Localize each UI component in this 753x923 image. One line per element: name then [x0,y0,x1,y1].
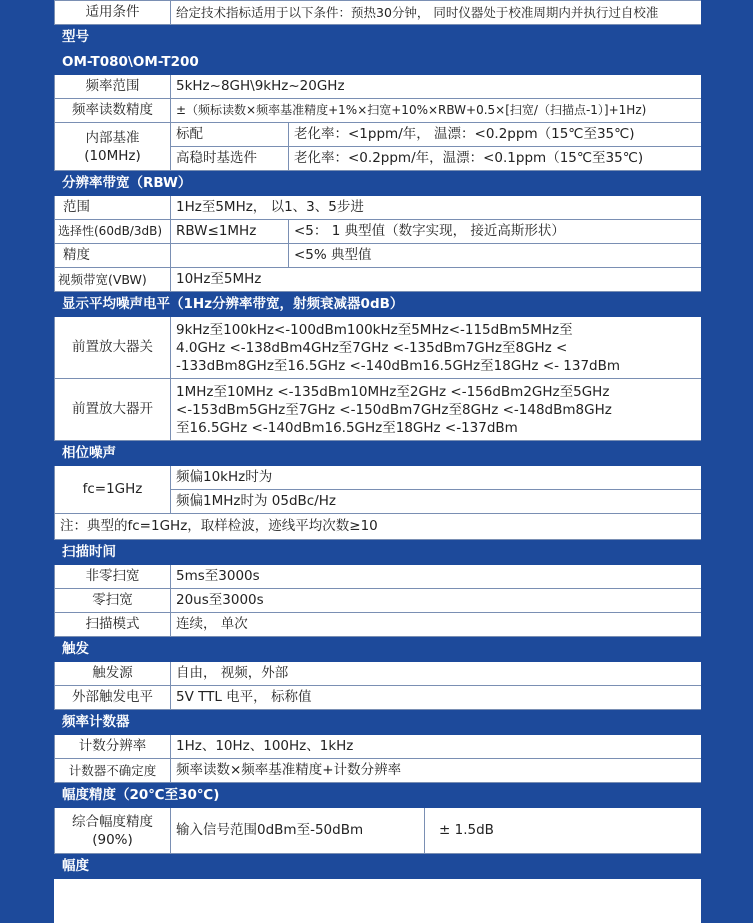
count-resolution-value: 1Hz、10Hz、100Hz、1kHz [171,735,702,759]
count-resolution-label: 计数分辨率 [55,735,171,759]
freq-accuracy-label: 频率读数精度 [55,99,171,123]
section-model-title: 型号 [55,25,702,50]
row-trigger-source [55,662,702,686]
row-sweep-mode [55,613,702,637]
trigger-source-label: 触发源 [55,662,171,686]
conditions-value: 给定技术指标适用于以下条件：预热30分钟， 同时仪器处于校准周期内并执行过自校准 [171,1,702,25]
zero-span-value: 20us至3000s [171,589,702,613]
preamp-on-line1: 1MHz至10MHz <-135dBm10MHz至2GHz <-156dBm2GHz至5GHz [176,383,610,400]
preamp-off-line3: -133dBm8GHz至16.5GHz <-140dBm16.5GHz至18GHz <- 137dBm [176,357,621,374]
row-preamp-off [55,317,702,379]
freq-range-value: 5kHz~8GH\9kHz~20GHz [171,75,702,99]
section-phase-noise [55,441,702,466]
freq-accuracy-value: ±（频标读数×频率基准精度+1%×扫宽+10%×RBW+0.5×[扫宽/（扫描点-1）]+1Hz) [171,99,702,123]
preamp-off-label: 前置放大器关 [55,317,171,379]
ref-high-label: 高稳时基选件 [171,147,289,171]
trigger-source-value: 自由， 视频，外部 [171,662,702,686]
section-trigger [55,637,702,662]
row-rbw-precision [55,244,702,268]
section-phase-noise-title: 相位噪声 [55,441,702,466]
amp-accuracy-label [55,808,171,854]
rbw-precision-empty [171,244,289,268]
row-zero-span [55,589,702,613]
ref-label-line2: (10MHz) [84,147,141,164]
amp-accuracy-cond: 输入信号范围0dBm至-50dBm [171,808,425,854]
section-amplitude-title: 幅度 [55,854,702,879]
row-ext-trigger [55,686,702,710]
section-sweep-title: 扫描时间 [55,540,702,565]
row-phase-note [55,514,702,540]
count-uncertainty-label: 计数器不确定度 [55,759,171,783]
row-count-resolution [55,735,702,759]
row-amp-accuracy [55,808,702,854]
rbw-selectivity-value: <5： 1 典型值（数字实现， 接近高斯形状） [289,220,702,244]
preamp-on-value [171,379,702,441]
ref-high-value: 老化率：<0.2ppm/年，温漂：<0.1ppm（15℃至35℃) [289,147,702,171]
section-counter-title: 频率计数器 [55,710,702,735]
rbw-selectivity-label: 选择性(60dB/3dB) [55,220,171,244]
freq-range-label: 频率范围 [55,75,171,99]
preamp-off-line2: 4.0GHz <-138dBm4GHz至7GHz <-135dBm7GHz至8GHz < [176,339,568,356]
phase-note: 注：典型的fc=1GHz，取样检波，迹线平均次数≥10 [55,514,702,540]
row-freq-accuracy [55,99,702,123]
sweep-mode-value: 连续， 单次 [171,613,702,637]
section-rbw-title: 分辨率带宽（RBW） [55,171,702,196]
vbw-label: 视频带宽(VBW) [55,268,171,292]
phase-value-1: 频偏10kHz时为 [171,466,702,490]
spec-table [54,0,702,879]
phase-value-2: 频偏1MHz时为 05dBc/Hz [171,490,702,514]
nonzero-span-value: 5ms至3000s [171,565,702,589]
row-nonzero-span [55,565,702,589]
spec-sheet [53,0,702,923]
model-value: OM-T080\OM-T200 [55,50,702,75]
ext-trigger-label: 外部触发电平 [55,686,171,710]
count-uncertainty-value: 频率读数×频率基准精度+计数分辨率 [171,759,702,783]
section-rbw [55,171,702,196]
section-danl [55,292,702,317]
section-sweep [55,540,702,565]
row-rbw-selectivity [55,220,702,244]
section-counter [55,710,702,735]
row-vbw [55,268,702,292]
section-danl-title: 显示平均噪声电平（1Hz分辨率带宽，射频衰减器0dB） [55,292,702,317]
section-amplitude [55,854,702,879]
rbw-precision-value: <5% 典型值 [289,244,702,268]
ext-trigger-value: 5V TTL 电平， 标称值 [171,686,702,710]
row-count-uncertainty [55,759,702,783]
zero-span-label: 零扫宽 [55,589,171,613]
phase-label: fc=1GHz [55,466,171,514]
preamp-on-line2: <-153dBm5GHz至7GHz <-150dBm7GHz至8GHz <-148dBm8GHz [176,401,612,418]
preamp-off-line1: 9kHz至100kHz<-100dBm100kHz至5MHz<-115dBm5MHz至 [176,321,573,338]
row-ref-std [55,123,702,147]
ref-std-label: 标配 [171,123,289,147]
rbw-selectivity-cond: RBW≤1MHz [171,220,289,244]
row-preamp-on [55,379,702,441]
ref-label [55,123,171,171]
ref-std-value: 老化率：<1ppm/年， 温漂：<0.2ppm（15℃至35℃) [289,123,702,147]
row-rbw-range [55,196,702,220]
row-conditions [55,1,702,25]
amp-accuracy-label-line1: 综合幅度精度 [72,813,153,830]
preamp-on-label: 前置放大器开 [55,379,171,441]
sweep-mode-label: 扫描模式 [55,613,171,637]
conditions-label: 适用条件 [55,1,171,25]
preamp-off-value [171,317,702,379]
row-model-value [55,50,702,75]
amp-accuracy-label-line2: (90%) [92,831,133,848]
section-model [55,25,702,50]
nonzero-span-label: 非零扫宽 [55,565,171,589]
section-amp-accuracy-title: 幅度精度（20℃至30℃) [55,783,702,808]
rbw-range-label: 范围 [55,196,171,220]
amp-accuracy-value: ± 1.5dB [425,808,702,854]
vbw-value: 10Hz至5MHz [171,268,702,292]
section-trigger-title: 触发 [55,637,702,662]
preamp-on-line3: 至16.5GHz <-140dBm16.5GHz至18GHz <-137dBm [176,419,518,436]
row-phase-1 [55,466,702,490]
rbw-range-value: 1Hz至5MHz， 以1、3、5步进 [171,196,702,220]
ref-label-line1: 内部基准 [85,129,140,146]
rbw-precision-label: 精度 [55,244,171,268]
section-amp-accuracy [55,783,702,808]
row-freq-range [55,75,702,99]
